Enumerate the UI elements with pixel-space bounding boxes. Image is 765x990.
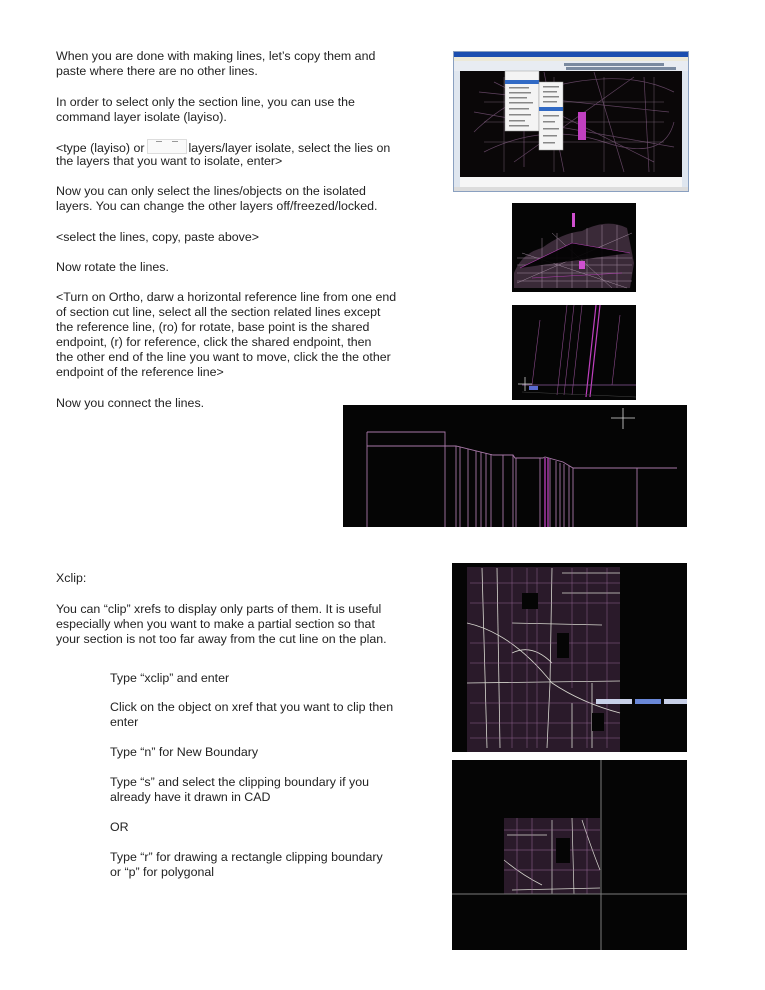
toolbar-icon-inline bbox=[147, 139, 187, 154]
para-ortho-1: <Turn on Ortho, darw a horizontal reference line from one end bbox=[56, 290, 397, 304]
isolated-layers-image bbox=[512, 203, 636, 292]
para-ortho-2: of section cut line, select all the section related lines except bbox=[56, 305, 381, 319]
section-profile-image bbox=[343, 405, 687, 527]
xclip-step-5a: Type “r” for drawing a rectangle clipping boundary bbox=[110, 850, 383, 864]
xclip-step-2a: Click on the object on xref that you want to clip then bbox=[110, 700, 394, 714]
cad-menu-screenshot bbox=[453, 51, 689, 192]
xclip-intro-2: especially when you want to make a partial section so that bbox=[56, 617, 375, 631]
xclip-step-or: OR bbox=[110, 820, 129, 834]
para-copy-1: When you are done with making lines, let’s copy them and bbox=[56, 49, 376, 63]
xclip-step-1: Type “xclip” and enter bbox=[110, 671, 230, 685]
para-isolated-2: layers. You can change the other layers off/freezed/locked. bbox=[56, 199, 378, 213]
para-connect: Now you connect the lines. bbox=[56, 396, 205, 410]
xclip-step-4b: already have it drawn in CAD bbox=[110, 790, 271, 804]
rotated-lines-image bbox=[512, 305, 636, 400]
para-rotate: Now rotate the lines. bbox=[56, 260, 169, 274]
xclip-step-3: Type “n” for New Boundary bbox=[110, 745, 259, 759]
text-after: layers/layer isolate, select the lies on bbox=[188, 141, 391, 155]
para-ortho-3: the reference line, (ro) for rotate, base point is the shared bbox=[56, 320, 370, 334]
para-copy-2: paste where there are no other lines. bbox=[56, 64, 258, 78]
para-isolated-1: Now you can only select the lines/objects on the isolated bbox=[56, 184, 366, 198]
xclip-step-2b: enter bbox=[110, 715, 139, 729]
para-ortho-4: endpoint, (r) for reference, click the shared endpoint, then bbox=[56, 335, 372, 349]
para-layiso-1: In order to select only the section line, you can use the bbox=[56, 95, 355, 109]
para-ortho-6: endpoint of the reference line> bbox=[56, 365, 224, 379]
xclip-result-image bbox=[452, 760, 687, 950]
para-type-layiso-2: the layers that you want to isolate, enter> bbox=[56, 154, 283, 168]
xclip-intro-1: You can “clip” xrefs to display only parts of them. It is useful bbox=[56, 602, 382, 616]
xclip-plan-image bbox=[452, 563, 687, 752]
xclip-intro-3: your section is not too far away from the cut line on the plan. bbox=[56, 632, 387, 646]
para-select-copy: <select the lines, copy, paste above> bbox=[56, 230, 259, 244]
para-layiso-2: command layer isolate (layiso). bbox=[56, 110, 227, 124]
para-ortho-5: the other end of the line you want to move, click the the other bbox=[56, 350, 391, 364]
xclip-heading: Xclip: bbox=[56, 571, 87, 585]
text-before: <type (layiso) or bbox=[56, 141, 145, 155]
xclip-step-5b: or “p” for polygonal bbox=[110, 865, 214, 879]
xclip-step-4a: Type “s” and select the clipping boundary if you bbox=[110, 775, 369, 789]
